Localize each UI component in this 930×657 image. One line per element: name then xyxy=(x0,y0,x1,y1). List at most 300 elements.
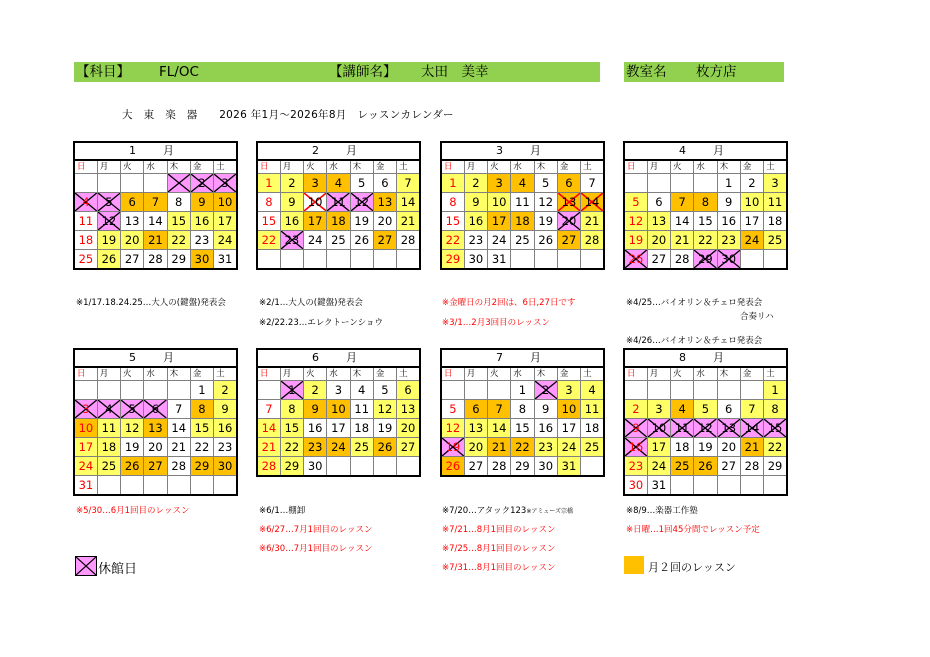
weekday-header: 月 xyxy=(97,367,120,381)
day-number: 15 xyxy=(767,421,783,435)
day-number: 25 xyxy=(767,233,783,247)
day-cell xyxy=(581,231,604,250)
day-cell xyxy=(740,476,763,496)
weekday-header: 土 xyxy=(764,160,787,174)
day-number: 15 xyxy=(171,214,187,228)
note-jul-1-small: ※アミューズ宗橋 xyxy=(526,508,573,515)
day-cell xyxy=(534,381,557,400)
note-jul-1-main: ※7/20…アタック123 xyxy=(442,506,527,516)
day-cell xyxy=(441,250,464,270)
weekday-header: 木 xyxy=(167,160,190,174)
day-number: 6 xyxy=(128,195,136,209)
day-cell xyxy=(280,381,303,400)
day-number: 26 xyxy=(354,233,370,247)
day-number: 2 xyxy=(198,176,206,190)
day-number: 17 xyxy=(744,214,760,228)
day-number: 27 xyxy=(651,252,667,266)
day-cell xyxy=(647,231,670,250)
day-cell xyxy=(304,419,327,438)
weekday-header: 土 xyxy=(581,367,604,381)
day-cell xyxy=(717,400,740,419)
day-number: 13 xyxy=(721,421,737,435)
day-number: 17 xyxy=(307,214,323,228)
day-cell xyxy=(190,212,213,231)
header-bar-room xyxy=(624,62,784,82)
day-cell xyxy=(97,250,120,270)
day-number: 29 xyxy=(194,459,210,473)
day-number: 28 xyxy=(148,252,163,266)
day-cell xyxy=(581,457,604,477)
day-cell xyxy=(647,250,670,270)
day-cell xyxy=(581,419,604,438)
day-cell xyxy=(304,438,327,457)
day-cell xyxy=(167,193,190,212)
calendar-feb xyxy=(256,141,421,270)
day-number: 3 xyxy=(771,176,779,190)
day-cell xyxy=(624,231,647,250)
day-cell xyxy=(97,419,120,438)
day-cell xyxy=(581,250,604,270)
day-number: 27 xyxy=(124,252,140,266)
day-number: 4 xyxy=(588,383,596,397)
day-number: 5 xyxy=(701,402,710,416)
day-cell xyxy=(304,457,327,477)
note-aug-2: ※日曜…1回45分間でレッスン予定 xyxy=(626,525,760,535)
day-number: 4 xyxy=(518,176,527,190)
day-number: 27 xyxy=(561,233,577,247)
day-number: 11 xyxy=(331,195,346,209)
day-number: 21 xyxy=(491,440,507,454)
day-number: 19 xyxy=(377,421,393,435)
day-number: 18 xyxy=(767,214,783,228)
day-cell xyxy=(144,212,167,231)
day-number: 27 xyxy=(148,459,163,473)
day-cell xyxy=(717,438,740,457)
day-number: 22 xyxy=(261,233,277,247)
day-number: 10 xyxy=(217,195,233,209)
day-number: 23 xyxy=(538,440,554,454)
day-cell xyxy=(397,457,420,477)
day-number: 23 xyxy=(194,233,210,247)
day-cell xyxy=(534,457,557,477)
day-number: 22 xyxy=(445,233,461,247)
day-cell xyxy=(488,231,511,250)
day-cell xyxy=(214,231,237,250)
day-number: 25 xyxy=(515,233,530,247)
day-cell xyxy=(647,457,670,476)
day-cell xyxy=(190,438,213,457)
day-cell xyxy=(671,212,694,231)
day-cell xyxy=(511,400,534,419)
day-cell xyxy=(373,381,396,400)
day-number: 10 xyxy=(561,402,577,416)
month-title: 5 月 xyxy=(74,349,237,367)
day-cell xyxy=(144,231,167,250)
day-cell xyxy=(557,231,580,250)
weekday-header: 月 xyxy=(647,367,670,381)
day-number: 12 xyxy=(698,421,713,435)
day-cell xyxy=(190,250,213,270)
day-cell xyxy=(74,438,97,457)
day-cell xyxy=(740,419,763,438)
day-number: 21 xyxy=(584,214,600,228)
day-number: 26 xyxy=(101,252,117,266)
day-cell xyxy=(350,193,373,212)
day-cell xyxy=(214,438,237,457)
day-cell xyxy=(257,174,280,193)
day-cell xyxy=(144,438,167,457)
day-cell xyxy=(121,174,144,193)
day-cell xyxy=(717,381,740,400)
day-cell xyxy=(581,174,604,193)
day-number: 1 xyxy=(449,176,457,190)
day-number: 19 xyxy=(698,440,713,454)
day-number: 18 xyxy=(354,421,370,435)
day-cell xyxy=(581,381,604,400)
weekday-header: 金 xyxy=(373,160,396,174)
day-number: 11 xyxy=(515,195,530,209)
day-cell xyxy=(717,457,740,476)
day-number: 1 xyxy=(265,176,273,190)
day-number: 16 xyxy=(721,214,737,228)
day-number: 8 xyxy=(771,402,779,416)
weekday-header: 水 xyxy=(327,160,350,174)
day-number: 28 xyxy=(171,459,187,473)
day-number: 15 xyxy=(261,214,277,228)
day-number: 3 xyxy=(565,383,573,397)
day-number: 18 xyxy=(584,421,600,435)
day-number: 24 xyxy=(217,233,233,247)
day-number: 13 xyxy=(124,214,140,228)
day-number: 23 xyxy=(628,459,644,473)
day-number: 18 xyxy=(101,440,117,454)
note-jun-3: ※6/30…7月1回目のレッスン xyxy=(259,544,373,554)
weekday-header: 月 xyxy=(647,160,670,174)
day-cell xyxy=(740,193,763,212)
day-cell xyxy=(257,381,280,400)
day-cell xyxy=(647,400,670,419)
day-number: 22 xyxy=(284,440,300,454)
day-cell xyxy=(671,174,694,193)
day-cell xyxy=(647,419,670,438)
day-cell xyxy=(280,419,303,438)
day-number: 30 xyxy=(194,252,210,266)
weekday-header: 火 xyxy=(488,160,511,174)
day-number: 24 xyxy=(78,459,94,473)
day-cell xyxy=(624,476,647,496)
day-cell xyxy=(397,231,420,250)
day-cell xyxy=(441,419,464,438)
day-cell xyxy=(327,381,350,400)
note-jun-2: ※6/27…7月1回目のレッスン xyxy=(259,525,373,535)
day-cell xyxy=(488,457,511,477)
weekday-header: 金 xyxy=(740,160,763,174)
day-number: 22 xyxy=(171,233,187,247)
day-cell xyxy=(441,400,464,419)
month-title: 3 月 xyxy=(441,142,604,160)
day-cell xyxy=(214,400,237,419)
day-cell xyxy=(280,250,303,270)
day-cell xyxy=(464,212,487,231)
day-cell xyxy=(121,476,144,496)
day-number: 20 xyxy=(124,233,140,247)
day-cell xyxy=(694,457,717,476)
day-cell xyxy=(327,193,350,212)
day-number: 9 xyxy=(472,195,480,209)
day-cell xyxy=(740,250,763,270)
day-cell xyxy=(511,174,534,193)
note-feb-1: ※2/1…大人の(鍵盤)発表会 xyxy=(259,298,363,308)
day-cell xyxy=(350,231,373,250)
day-cell xyxy=(694,419,717,438)
day-cell xyxy=(764,457,787,476)
day-number: 26 xyxy=(628,252,644,266)
day-number: 8 xyxy=(198,402,206,416)
day-number: 21 xyxy=(744,440,760,454)
day-number: 21 xyxy=(261,440,277,454)
day-cell xyxy=(74,400,97,419)
weekday-header: 金 xyxy=(557,160,580,174)
calendar-jul xyxy=(440,348,605,477)
day-cell xyxy=(557,381,580,400)
day-number: 1 xyxy=(288,383,296,397)
day-cell xyxy=(534,212,557,231)
day-cell xyxy=(764,250,787,270)
day-cell xyxy=(764,193,787,212)
day-cell xyxy=(464,193,487,212)
day-cell xyxy=(74,231,97,250)
day-number: 17 xyxy=(78,440,94,454)
day-cell xyxy=(717,174,740,193)
weekday-header: 月 xyxy=(280,367,303,381)
calendar-may xyxy=(73,348,238,496)
note-may-1: ※5/30…6月1回目のレッスン xyxy=(76,506,190,516)
calendar-jun xyxy=(256,348,421,477)
day-cell xyxy=(671,193,694,212)
note-feb-2: ※2/22.23…エレクトーンショウ xyxy=(259,318,384,328)
weekday-header: 火 xyxy=(121,160,144,174)
legend-closed-label: 休館日 xyxy=(98,562,138,577)
day-cell xyxy=(350,381,373,400)
day-cell xyxy=(464,457,487,477)
day-cell xyxy=(144,419,167,438)
day-number: 23 xyxy=(217,440,233,454)
day-cell xyxy=(694,438,717,457)
day-number: 14 xyxy=(171,421,187,435)
weekday-header: 土 xyxy=(764,367,787,381)
weekday-header: 金 xyxy=(557,367,580,381)
day-cell xyxy=(557,438,580,457)
day-cell xyxy=(764,212,787,231)
day-cell xyxy=(144,381,167,400)
day-cell xyxy=(764,476,787,496)
day-number: 14 xyxy=(261,421,277,435)
weekday-header: 火 xyxy=(488,367,511,381)
day-number: 4 xyxy=(678,402,686,416)
day-cell xyxy=(511,250,534,270)
month-title: 1 月 xyxy=(74,142,237,160)
day-cell xyxy=(624,250,647,270)
day-number: 26 xyxy=(377,440,393,454)
day-cell xyxy=(397,174,420,193)
day-cell xyxy=(534,438,557,457)
day-cell xyxy=(671,438,694,457)
day-cell xyxy=(373,231,396,250)
day-cell xyxy=(488,438,511,457)
day-number: 5 xyxy=(381,383,389,397)
day-number: 14 xyxy=(491,421,507,435)
day-number: 13 xyxy=(468,421,484,435)
day-cell xyxy=(557,400,580,419)
day-cell xyxy=(717,250,740,270)
day-cell xyxy=(257,231,280,250)
day-number: 9 xyxy=(198,195,206,209)
day-cell xyxy=(257,212,280,231)
day-cell xyxy=(624,174,647,193)
day-cell xyxy=(441,381,464,400)
day-cell xyxy=(97,400,120,419)
day-cell xyxy=(373,250,396,270)
day-cell xyxy=(694,400,717,419)
day-number: 12 xyxy=(354,195,370,209)
day-number: 9 xyxy=(725,195,733,209)
day-number: 30 xyxy=(538,459,554,473)
day-number: 13 xyxy=(400,402,416,416)
note-apr-3: ※4/26…バイオリン＆チェロ発表会 xyxy=(626,336,763,346)
day-cell xyxy=(764,231,787,250)
day-cell xyxy=(280,174,303,193)
day-number: 15 xyxy=(445,214,461,228)
day-number: 3 xyxy=(655,402,663,416)
weekday-header: 日 xyxy=(441,160,464,174)
day-number: 20 xyxy=(400,421,416,435)
calendar-mar xyxy=(440,141,605,270)
day-number: 8 xyxy=(449,195,457,209)
day-cell xyxy=(717,193,740,212)
day-number: 4 xyxy=(82,195,90,209)
day-cell xyxy=(557,419,580,438)
day-cell xyxy=(214,212,237,231)
weekday-header: 水 xyxy=(327,367,350,381)
weekday-header: 火 xyxy=(671,160,694,174)
day-cell xyxy=(464,250,487,270)
day-number: 11 xyxy=(584,402,600,416)
weekday-header: 木 xyxy=(350,367,373,381)
day-number: 11 xyxy=(78,214,94,228)
day-number: 10 xyxy=(78,421,94,435)
day-cell xyxy=(97,476,120,496)
day-number: 25 xyxy=(584,440,600,454)
day-number: 1 xyxy=(725,176,733,190)
day-number: 2 xyxy=(288,176,296,190)
day-number: 25 xyxy=(354,440,370,454)
day-number: 11 xyxy=(674,421,690,435)
calendar-aug xyxy=(623,348,788,496)
day-number: 21 xyxy=(674,233,690,247)
note-mar-2: ※3/1…2月3回目のレッスン xyxy=(442,318,551,328)
day-cell xyxy=(488,381,511,400)
day-number: 2 xyxy=(221,383,229,397)
day-number: 8 xyxy=(518,402,527,416)
day-cell xyxy=(740,212,763,231)
day-number: 9 xyxy=(311,402,319,416)
day-cell xyxy=(121,400,144,419)
day-cell xyxy=(304,212,327,231)
day-cell xyxy=(581,438,604,457)
day-cell xyxy=(534,174,557,193)
day-cell xyxy=(167,476,190,496)
day-number: 30 xyxy=(628,478,644,492)
day-cell xyxy=(511,212,534,231)
day-number: 5 xyxy=(105,195,113,209)
teacher-value: 太田 美幸 xyxy=(421,64,489,80)
month-title: 7 月 xyxy=(441,349,604,367)
day-number: 9 xyxy=(288,195,296,209)
weekday-header: 金 xyxy=(190,367,213,381)
day-cell xyxy=(488,193,511,212)
day-cell xyxy=(647,476,670,496)
note-jul-1 xyxy=(442,504,573,516)
legend-closed-swatch xyxy=(75,556,97,576)
day-number: 22 xyxy=(767,440,783,454)
weekday-header: 水 xyxy=(511,367,534,381)
day-cell xyxy=(167,250,190,270)
weekday-header: 水 xyxy=(694,367,717,381)
day-number: 27 xyxy=(377,233,393,247)
day-cell xyxy=(647,381,670,400)
day-number: 7 xyxy=(175,402,183,416)
day-cell xyxy=(214,193,237,212)
weekday-header: 水 xyxy=(144,160,167,174)
day-number: 5 xyxy=(128,402,136,416)
day-cell xyxy=(97,193,120,212)
day-cell xyxy=(671,250,694,270)
day-cell xyxy=(304,231,327,250)
day-number: 17 xyxy=(491,214,507,228)
day-number: 10 xyxy=(651,421,667,435)
day-cell xyxy=(280,457,303,477)
weekday-header: 木 xyxy=(717,160,740,174)
day-cell xyxy=(488,174,511,193)
day-cell xyxy=(464,174,487,193)
day-number: 24 xyxy=(331,440,346,454)
day-number: 31 xyxy=(561,459,577,473)
day-cell xyxy=(647,174,670,193)
day-number: 2 xyxy=(542,383,550,397)
day-number: 5 xyxy=(358,176,366,190)
day-number: 9 xyxy=(542,402,550,416)
day-number: 31 xyxy=(651,478,667,492)
day-number: 1 xyxy=(198,383,206,397)
day-cell xyxy=(144,400,167,419)
day-number: 23 xyxy=(284,233,300,247)
day-cell xyxy=(534,400,557,419)
day-number: 9 xyxy=(221,402,229,416)
weekday-header: 土 xyxy=(214,367,237,381)
day-number: 17 xyxy=(561,421,577,435)
day-cell xyxy=(647,438,670,457)
weekday-header: 火 xyxy=(304,160,327,174)
weekday-header: 木 xyxy=(167,367,190,381)
day-number: 16 xyxy=(307,421,323,435)
day-number: 1 xyxy=(771,383,779,397)
day-cell xyxy=(397,400,420,419)
day-cell xyxy=(327,419,350,438)
day-cell xyxy=(327,438,350,457)
day-cell xyxy=(74,457,97,476)
day-cell xyxy=(167,231,190,250)
day-number: 11 xyxy=(101,421,117,435)
